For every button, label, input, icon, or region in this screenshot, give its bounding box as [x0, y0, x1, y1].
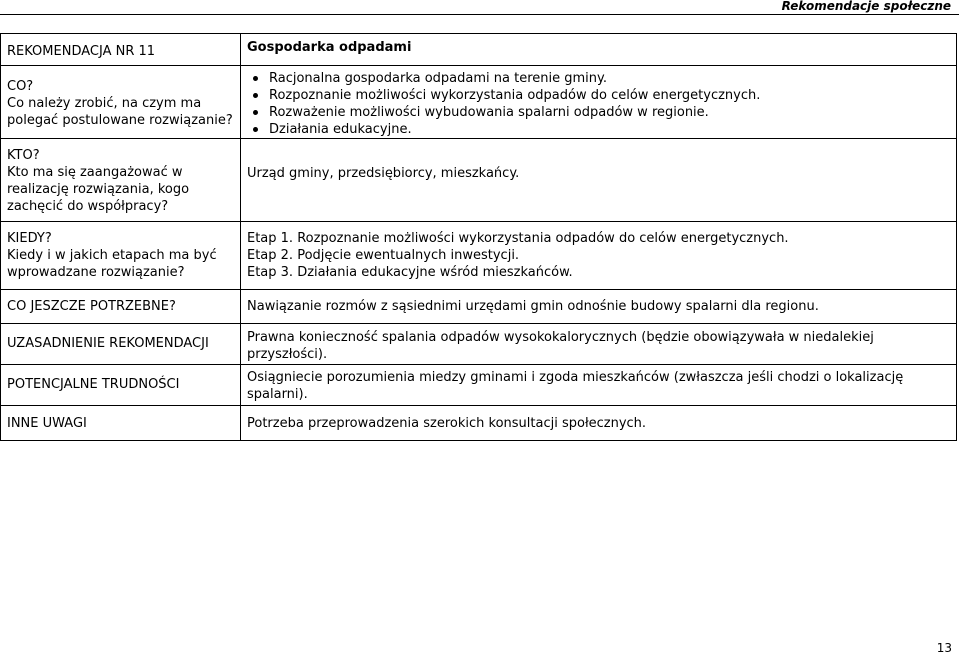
list-item: Działania edukacyjne. [247, 121, 950, 138]
stage-3: Etap 3. Działania edukacyjne wśród mieszkańców. [247, 265, 573, 280]
table-row-co [1, 66, 957, 139]
content-co-jeszcze [241, 290, 957, 324]
content-trudnosci [241, 365, 957, 406]
recommendation-number [1, 34, 241, 66]
label-uwagi [1, 406, 241, 441]
list-item: Rozpoznanie możliwości wykorzystania odpadów do celów energetycznych. [247, 87, 950, 104]
table-row-uwagi [1, 406, 957, 441]
label-kto [1, 139, 241, 222]
label-uzasadnienie [1, 324, 241, 365]
label-kiedy-line-1: Kiedy i w jakich etapach ma być [7, 248, 217, 263]
label-uzasadnienie-text: UZASADNIENIE REKOMENDACJI [7, 336, 209, 351]
stakeholders-text: Urząd gminy, przedsiębiorcy, mieszkańcy. [247, 166, 520, 181]
difficulties-line-1: Osiągniecie porozumienia miedzy gminami i zgoda mieszkańców (zwłaszcza jeśli chodzi o lokalizację [247, 370, 904, 385]
content-kto [241, 139, 957, 222]
stage-1: Etap 1. Rozpoznanie możliwości wykorzystania odpadów do celów energetycznych. [247, 231, 789, 246]
label-kiedy-line-2: wprowadzane rozwiązanie? [7, 265, 185, 280]
difficulties-line-2: spalarni). [247, 387, 308, 402]
label-co-jeszcze [1, 290, 241, 324]
action-bullet-list [247, 70, 950, 138]
label-kto-line-3: zachęcić do współpracy? [7, 199, 169, 214]
content-co [241, 66, 957, 139]
table-row-co-jeszcze [1, 290, 957, 324]
additional-needs-text: Nawiązanie rozmów z sąsiednimi urzędami gmin odnośnie budowy spalarni dla regionu. [247, 299, 819, 314]
label-trudnosci [1, 365, 241, 406]
stage-2: Etap 2. Podjęcie ewentualnych inwestycji. [247, 248, 520, 263]
label-co-jeszcze-text: CO JESZCZE POTRZEBNE? [7, 299, 176, 314]
header-rule [0, 14, 959, 15]
content-kiedy [241, 222, 957, 290]
recommendation-table [0, 33, 957, 441]
table-row-kiedy [1, 222, 957, 290]
label-kto-line-1: Kto ma się zaangażować w [7, 165, 183, 180]
label-co-line-2: polegać postulowane rozwiązanie? [7, 113, 233, 128]
justification-line-2: przyszłości). [247, 347, 328, 362]
list-item: Rozważenie możliwości wybudowania spalarni odpadów w regionie. [247, 104, 950, 121]
label-uwagi-text: INNE UWAGI [7, 416, 87, 431]
list-item: Racjonalna gospodarka odpadami na terenie gminy. [247, 70, 950, 87]
topic-title-text: Gospodarka odpadami [247, 40, 412, 55]
running-header-title: Rekomendacje społeczne [781, 0, 951, 13]
other-remarks-text: Potrzeba przeprowadzenia szerokich konsultacji społecznych. [247, 416, 647, 431]
label-co-line-1: Co należy zrobić, na czym ma [7, 96, 202, 111]
content-uzasadnienie [241, 324, 957, 365]
topic-title [241, 34, 957, 66]
label-trudnosci-text: POTENCJALNE TRUDNOŚCI [7, 377, 180, 392]
table-row-trudnosci [1, 365, 957, 406]
label-kto-heading: KTO? [7, 148, 40, 163]
label-kiedy [1, 222, 241, 290]
justification-line-1: Prawna konieczność spalania odpadów wysokokalorycznych (będzie obowiązywała w niedalekiej [247, 330, 874, 345]
recommendation-number-text: REKOMENDACJA NR 11 [7, 44, 156, 59]
table-row-kto [1, 139, 957, 222]
page-number: 13 [936, 641, 952, 655]
table-row-uzasadnienie [1, 324, 957, 365]
content-uwagi [241, 406, 957, 441]
label-co [1, 66, 241, 139]
label-kiedy-heading: KIEDY? [7, 231, 52, 246]
label-kto-line-2: realizację rozwiązania, kogo [7, 182, 190, 197]
table-row-title [1, 34, 957, 66]
label-co-heading: CO? [7, 79, 34, 94]
